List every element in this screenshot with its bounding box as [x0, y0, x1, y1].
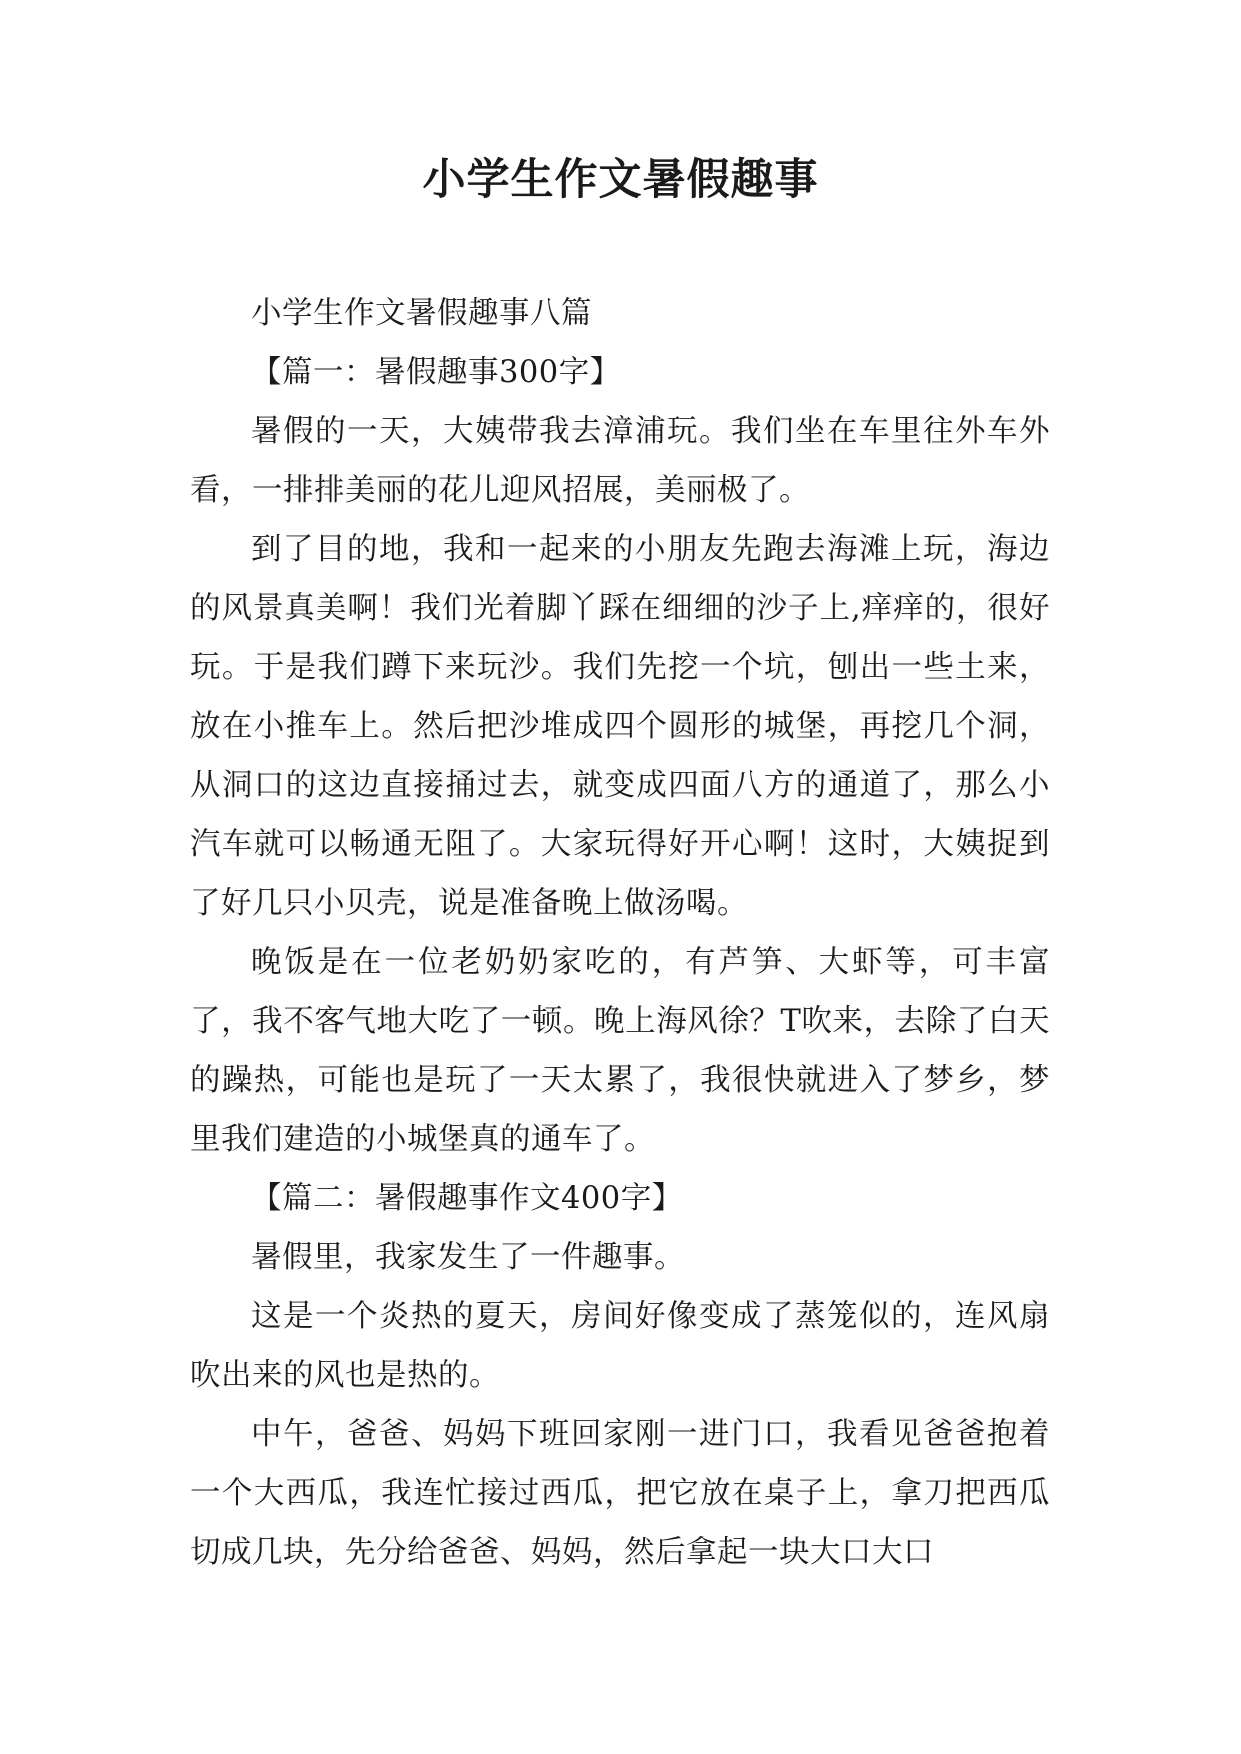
- body-paragraph: 晚饭是在一位老奶奶家吃的，有芦笋、大虾等，可丰富了，我不客气地大吃了一顿。晚上海风徐？T吹来，去除了白天的躁热，可能也是玩了一天太累了，我很快就进入了梦乡，梦里我们建造的小城堡真的通车了。: [190, 945, 1050, 1157]
- document-body: [190, 284, 1050, 1582]
- body-paragraph: 暑假的一天，大姨带我去漳浦玩。我们坐在车里往外车外看，一排排美丽的花儿迎风招展，美丽极了。: [190, 414, 1050, 508]
- section-heading-2: 【篇二：暑假趣事作文400字】: [251, 1181, 683, 1216]
- body-paragraph: 这是一个炎热的夏天，房间好像变成了蒸笼似的，连风扇吹出来的风也是热的。: [190, 1299, 1050, 1393]
- body-paragraph: 暑假里，我家发生了一件趣事。: [251, 1240, 685, 1275]
- subtitle-paragraph: 小学生作文暑假趣事八篇: [251, 296, 592, 331]
- document-title: 小学生作文暑假趣事: [422, 155, 819, 205]
- section-heading-1: 【篇一：暑假趣事300字】: [251, 355, 621, 390]
- body-paragraph: 到了目的地，我和一起来的小朋友先跑去海滩上玩，海边的风景真美啊！我们光着脚丫踩在细细的沙子上,痒痒的，很好玩。于是我们蹲下来玩沙。我们先挖一个坑，刨出一些土来，放在小推车上。然后把沙堆成四个圆形的城堡，再挖几个洞，从洞口的这边直接捅过去，就变成四面八方的通道了，那么小汽车就可以畅通无阻了。大家玩得好开心啊！这时，大姨捉到了好几只小贝壳，说是准备晚上做汤喝。: [190, 532, 1050, 921]
- body-paragraph: 中午，爸爸、妈妈下班回家刚一进门口，我看见爸爸抱着一个大西瓜，我连忙接过西瓜，把它放在桌子上，拿刀把西瓜切成几块，先分给爸爸、妈妈，然后拿起一块大口大口: [190, 1417, 1050, 1570]
